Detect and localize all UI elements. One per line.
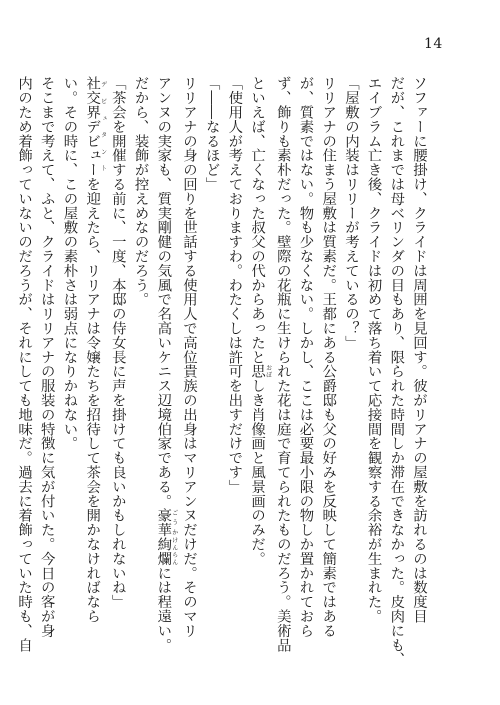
text-line-13: だから、装飾が控えめなのだろう。 <box>132 76 149 307</box>
body-text <box>12 76 430 667</box>
text-line-3: エイブラム亡き後、クライドは初めて落ち着いて応接間を観察する余裕が生まれた。 <box>365 76 382 624</box>
ruby-omoshiki: 思 おぼ <box>249 364 272 379</box>
text-line-4: 「屋敷の内装はリリーが考えているの？」 <box>342 76 359 350</box>
ruby-goka: 豪華 ごうか <box>155 508 178 537</box>
ruby-debut-reading: デビュタント <box>99 76 107 177</box>
text-line-14: 「茶会を開催する前に、一度、本邸の侍女長に声を掛けても良いかもしれないね」 <box>109 76 126 609</box>
ruby-kenran-reading: けんらん <box>170 536 178 566</box>
text-line-6: が、質素ではない。物も少なくない。しかし、ここは必要最小限の物しか置かれておら <box>297 76 314 638</box>
text-line-12: アンヌの実家も、質実剛健の気風で名高いケニス辺境伯家である。豪華 ごうか絢爛 けんらんには程遠い。 <box>155 76 178 653</box>
ruby-goka-reading: ごうか <box>170 508 178 537</box>
text-line-10: 「――なるほど」 <box>203 76 220 192</box>
text-line-15: 社交界デビュー デビュタントを迎えたら、リリアナは令嬢たちを招待して茶会を開かなければなら <box>84 76 107 624</box>
text-line-11: リリアナの身の回りを世話する使用人で高位貴族の出身はマリアンヌだけだ。そのマリ <box>180 76 197 638</box>
text-line-1: ソファーに腰掛け、クライドは周囲を見回す。彼がリアナの屋敷を訪れるのは数度目 <box>411 76 427 624</box>
text-line-9: 「使用人が考えておりますわ。わたくしは許可を出すだけです」 <box>226 76 243 494</box>
text-line-8: といえば、亡くなった叔父の代からあったと思 おぼしき肖像画と風景画のみだ。 <box>249 76 272 566</box>
ruby-debut: 社交界デビュー デビュタント <box>84 76 107 177</box>
ruby-kenran: 絢爛 けんらん <box>155 536 178 566</box>
text-line-16: い。その時に、この屋敷の素朴さは弱点になりかねない。 <box>61 76 78 451</box>
text-line-7: ず、飾りも素朴だった。壁際の花瓶に生けられた花は庭で育てられたものだろう。美術品 <box>274 76 291 652</box>
text-line-5: リリアナの住まう屋敷は質素だ。王都にある公爵邸も父の好みを反映して簡素ではある <box>320 76 337 638</box>
text-line-17: そこまで考えて、ふと、クライドはリリアナの服装の特徴に気が付いた。今日の客が身 <box>38 76 55 638</box>
page-number: 14 <box>424 36 443 52</box>
ruby-omoshiki-reading: おぼ <box>264 364 272 379</box>
text-line-2: だが、これまでは母ベリンダの目もあり、限られた時間しか滞在できなかった。皮肉にも、 <box>388 76 405 667</box>
text-line-18: 内のため着飾っていないのだろうが、それにしても地味だ。過去に着飾っていた時も、自 <box>16 76 33 652</box>
